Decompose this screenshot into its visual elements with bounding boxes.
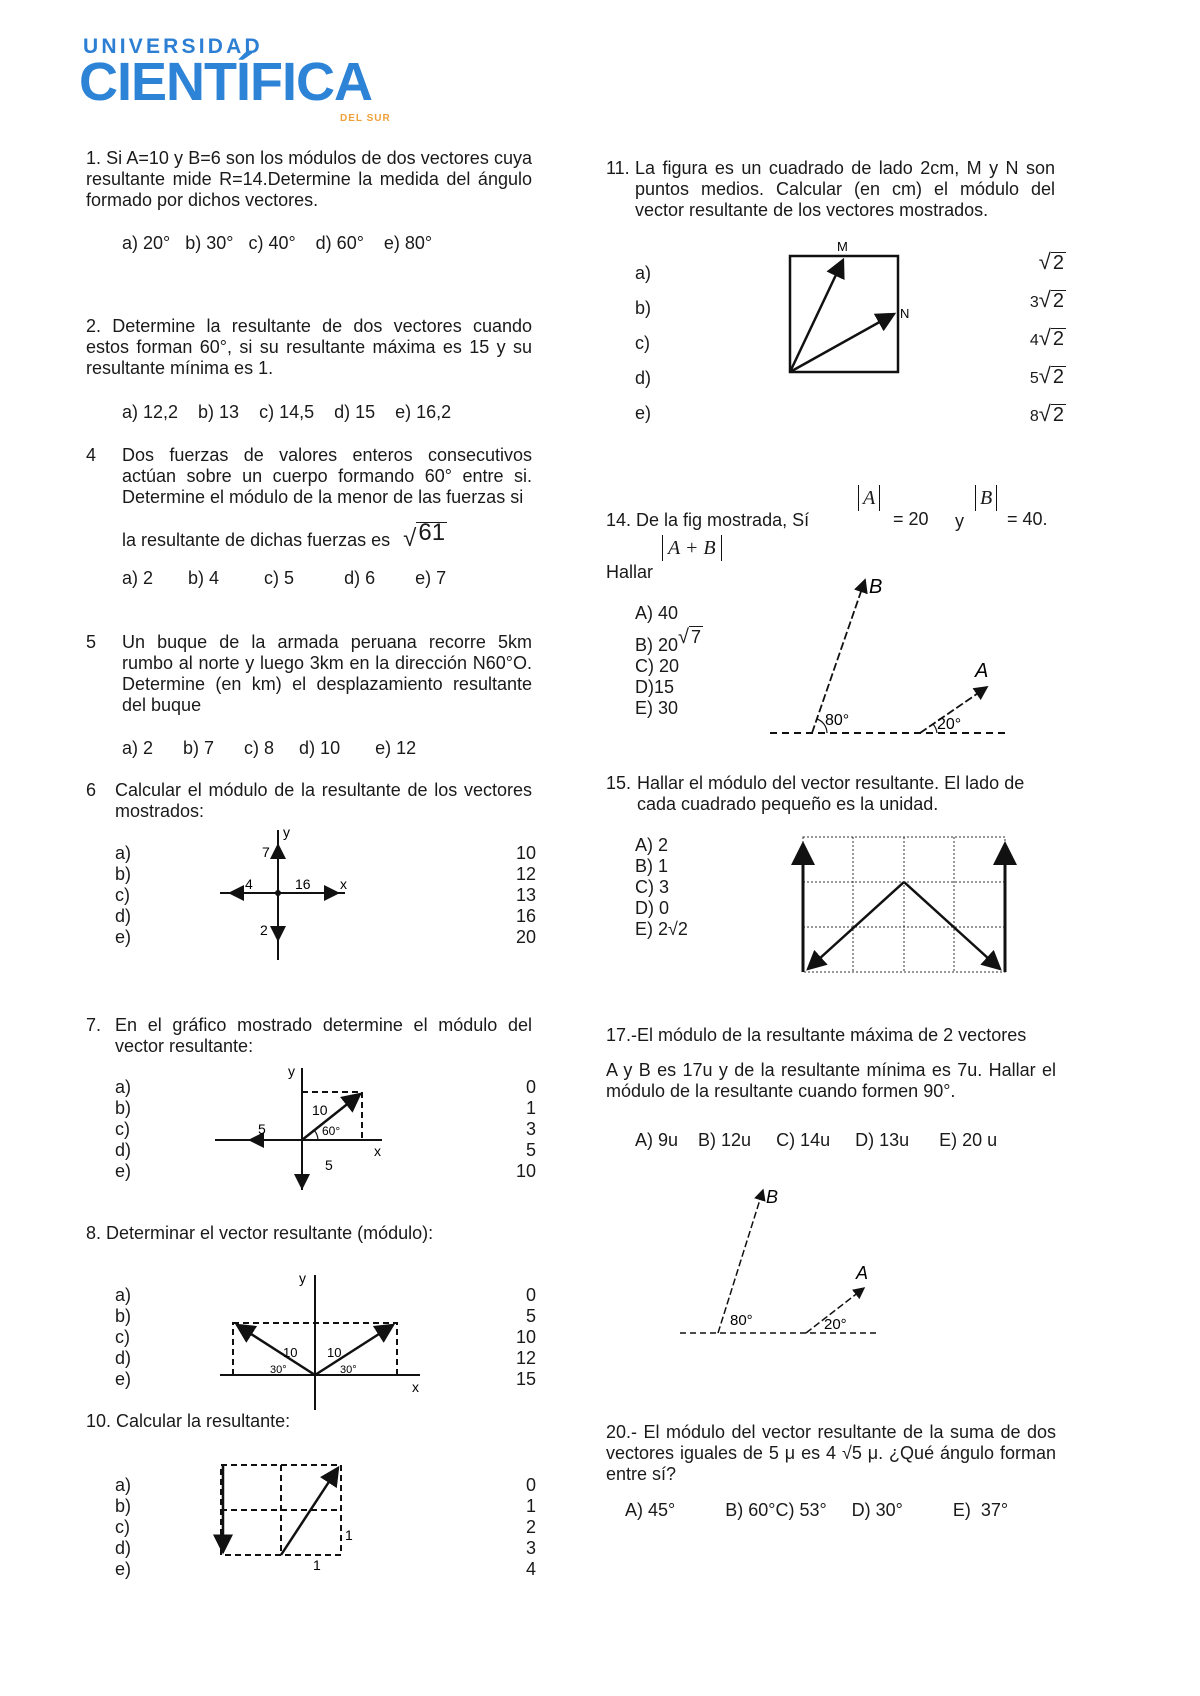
- question-14-options: [635, 603, 703, 719]
- mod-A: [858, 488, 880, 509]
- question-15: Hallar el módulo del vector resultante. El lado de cada cuadrado pequeño es la unidad.: [637, 773, 1025, 814]
- question-15-number: 15.: [606, 773, 632, 793]
- question-8: 8. Determinar el vector resultante (módulo):: [86, 1223, 434, 1243]
- label-20: 20°: [824, 1316, 847, 1333]
- option-value: 10: [515, 1161, 536, 1181]
- option-letter: d): [115, 906, 132, 926]
- option-letter: e): [115, 1559, 132, 1579]
- figure-q17: [678, 1185, 888, 1340]
- option-letter: b): [115, 1306, 132, 1326]
- logo-top-text: UNIVERSIDAD: [83, 35, 263, 58]
- question-4: Dos fuerzas de valores enteros consecutivos actúan sobre un cuerpo formando 60° entre si. Determine el módulo de la menor de las fuerzas si: [122, 445, 532, 507]
- label-30-right: 30°: [340, 1364, 357, 1376]
- question-5-options: a) 2 b) 7 c) 8 d) 10 e) 12: [122, 738, 417, 758]
- option-value: 2: [525, 1517, 536, 1537]
- label-x: x: [340, 876, 347, 892]
- option: B) 1: [635, 856, 669, 876]
- question-6-number: 6: [86, 780, 97, 800]
- angle-arc: [314, 1130, 318, 1140]
- question-8-letters: [115, 1285, 131, 1390]
- vector-down-right: [904, 882, 1000, 969]
- label-20: 20°: [937, 716, 962, 733]
- question-10: 10. Calcular la resultante:: [86, 1411, 291, 1431]
- label-B: B: [869, 576, 883, 598]
- label-N: N: [900, 306, 910, 321]
- question-4-line2: [122, 519, 447, 552]
- option: A) 2: [635, 835, 669, 855]
- question-5: Un buque de la armada peruana recorre 5km rumbo al norte y luego 3km en la dirección N60°O. Determine (en km) el desplazamiento resultante del buque: [122, 632, 532, 715]
- figure-q14: [765, 575, 1015, 740]
- logo-sub-text: DEL SUR: [340, 113, 391, 124]
- question-7-letters: [115, 1077, 131, 1182]
- option-letter: c): [115, 1517, 130, 1537]
- label-x: x: [412, 1379, 419, 1395]
- option: D)15: [635, 677, 675, 697]
- question-7-answers: [500, 1077, 536, 1182]
- label-y: y: [283, 824, 290, 840]
- option-letter: e): [115, 1161, 132, 1181]
- label-10-right: 10: [327, 1345, 342, 1360]
- question-11: La figura es un cuadrado de lado 2cm, M y N son puntos medios. Calcular (en cm) el módulo del vector resultante de los vectores mostrados.: [635, 158, 1055, 220]
- origin-dot: [275, 890, 281, 896]
- option-value: 0: [525, 1077, 536, 1097]
- label-1-right: 1: [345, 1527, 353, 1543]
- option-letter: b): [635, 298, 652, 318]
- option-letter: d): [115, 1538, 132, 1558]
- question-14-text: 14. De la fig mostrada, Sí: [606, 510, 810, 530]
- mod-A-plus-B: [662, 538, 722, 559]
- label-4: 4: [245, 876, 253, 892]
- option-value: 5: [525, 1306, 536, 1326]
- figure-q7: [210, 1060, 390, 1195]
- option: A) 40: [635, 603, 679, 623]
- option-value: 0: [525, 1475, 536, 1495]
- option-value: 4: [525, 1559, 536, 1579]
- option-letter: d): [115, 1140, 132, 1160]
- answer-4sqrt2: 4√ 2: [1029, 325, 1064, 350]
- option-value: 1: [525, 1496, 536, 1516]
- label-x: x: [374, 1143, 381, 1159]
- square: [790, 256, 898, 372]
- question-7-number: 7.: [86, 1015, 102, 1035]
- question-2: [86, 316, 532, 379]
- option-letter: d): [635, 368, 652, 388]
- question-4-options: a) 2 b) 4 c) 5 d) 6 e) 7: [122, 568, 447, 588]
- label-7: 7: [262, 844, 270, 860]
- vector-down-left: [808, 882, 904, 969]
- figure-q8: [215, 1265, 425, 1415]
- label-10: 10: [312, 1102, 328, 1118]
- label-5-left: 5: [258, 1121, 266, 1137]
- label-A: A: [975, 660, 989, 682]
- option-letter: c): [115, 885, 130, 905]
- vector-diagonal: [281, 1468, 338, 1555]
- question-1-options: a) 20° b) 30° c) 40° d) 60° e) 80°: [122, 233, 433, 253]
- hallar-label: Hallar: [606, 562, 654, 582]
- option-letter: a): [115, 1077, 132, 1097]
- option-letter: b): [115, 1098, 132, 1118]
- label-30-left: 30°: [270, 1364, 287, 1376]
- option-letter: e): [115, 927, 132, 947]
- option-value: 3: [525, 1538, 536, 1558]
- option: C) 20: [635, 656, 680, 676]
- option-value: 13: [515, 885, 536, 905]
- figure-q15: [798, 832, 1013, 977]
- answer-5sqrt2: 5√ 2: [1029, 363, 1064, 388]
- option-letter: a): [115, 843, 132, 863]
- mod-B: [975, 488, 997, 509]
- option-value: 20: [515, 927, 536, 947]
- vector-N: [790, 314, 894, 372]
- option-letter: b): [115, 864, 132, 884]
- label-10-left: 10: [283, 1345, 298, 1360]
- figure-q11: [780, 238, 920, 378]
- option-letter: a): [115, 1475, 132, 1495]
- question-10-letters: [115, 1475, 131, 1580]
- label-1-bottom: 1: [313, 1557, 321, 1573]
- label-B: B: [766, 1187, 779, 1207]
- question-7: En el gráfico mostrado determine el módulo del vector resultante:: [115, 1015, 532, 1056]
- eq-20: = 20: [893, 509, 929, 529]
- logo-main-text: CIENTÍFICA: [79, 52, 372, 112]
- eq-40: = 40.: [1007, 509, 1048, 529]
- option-value: 15: [515, 1369, 536, 1389]
- mod-B-letter: B: [975, 485, 997, 511]
- question-17-options: A) 9u B) 12u C) 14u D) 13u E) 20 u: [635, 1130, 998, 1150]
- label-5-down: 5: [325, 1157, 333, 1173]
- question-17-line1: 17.-El módulo de la resultante máxima de 2 vectores: [606, 1025, 1027, 1045]
- question-6: Calcular el módulo de la resultante de los vectores mostrados:: [115, 780, 532, 821]
- label-A: A: [856, 1263, 869, 1283]
- label-80: 80°: [730, 1312, 753, 1329]
- option: E) 30: [635, 698, 679, 718]
- question-8-answers: [500, 1285, 536, 1390]
- question-1: 1. Si A=10 y B=6 son los módulos de dos vectores cuya resultante mide R=14.Determine la medida del ángulo formado por dichos vectores.: [86, 148, 532, 210]
- option-value: 1: [525, 1098, 536, 1118]
- vector-B: [812, 580, 865, 733]
- option-letter: a): [635, 263, 652, 283]
- option-letter: d): [115, 1348, 132, 1368]
- option-value: 5: [525, 1140, 536, 1160]
- label-60: 60°: [322, 1124, 341, 1138]
- answer-8sqrt2: 8√ 2: [1029, 401, 1064, 426]
- figure-q6: [210, 825, 360, 965]
- sum-expression: A + B: [662, 535, 722, 561]
- question-4-number: 4: [86, 445, 97, 465]
- label-y: y: [288, 1063, 295, 1079]
- option-value: 3: [525, 1119, 536, 1139]
- option-letter: b): [115, 1496, 132, 1516]
- grid: [803, 837, 1005, 972]
- question-20-options: A) 45° B) 60°C) 53° D) 30° E) 37°: [625, 1500, 1009, 1520]
- option-letter: e): [635, 403, 652, 423]
- question-17-line2: A y B es 17u y de la resultante mínima es 7u. Hallar el módulo de la resultante cuando formen 90°.: [606, 1060, 1056, 1101]
- label-M: M: [837, 239, 848, 254]
- question-2-options: a) 12,2 b) 13 c) 14,5 d) 15 e) 16,2: [122, 402, 452, 422]
- option-value: 0: [525, 1285, 536, 1305]
- figure-q10: [215, 1460, 365, 1573]
- option-letter: c): [635, 333, 650, 353]
- question-6-letters: [115, 843, 131, 948]
- option: D) 0: [635, 898, 670, 918]
- question-4-text2: la resultante de dichas fuerzas es: [122, 530, 391, 550]
- option-letter: c): [115, 1119, 130, 1139]
- vector-M: [790, 260, 843, 372]
- option-letter: a): [115, 1285, 132, 1305]
- option: E) 2√2: [635, 919, 688, 939]
- label-y: y: [299, 1270, 306, 1286]
- question-11-letters: [635, 256, 651, 431]
- label-16: 16: [295, 876, 311, 892]
- question-2-text: 2. Determine la resultante de dos vectores cuando estos forman 60°, si su resultante máxima es 15 y su resultante mínima es 1.: [86, 316, 532, 378]
- question-6-answers: [500, 843, 536, 948]
- sqrt-61-value: 61: [418, 519, 446, 546]
- option-value: 10: [515, 1327, 536, 1347]
- question-10-answers: [500, 1475, 536, 1580]
- option: C) 3: [635, 877, 670, 897]
- sqrt-61: √61: [403, 519, 446, 552]
- option-value: 10: [515, 843, 536, 863]
- mod-A-letter: A: [858, 485, 880, 511]
- label-80: 80°: [825, 712, 850, 729]
- option-letter: c): [115, 1327, 130, 1347]
- question-11-number: 11.: [606, 158, 630, 178]
- label-2: 2: [260, 922, 268, 938]
- option-value: 12: [515, 864, 536, 884]
- question-11-answers: [1010, 244, 1066, 434]
- answer-3sqrt2: 3√ 2: [1029, 287, 1064, 312]
- word-y: y: [955, 511, 964, 531]
- option-letter: e): [115, 1369, 132, 1389]
- question-20: 20.- El módulo del vector resultante de la suma de dos vectores iguales de 5 μ es 4 √5 μ. ¿Qué ángulo forman entre sí?: [606, 1422, 1056, 1484]
- option-value: 16: [515, 906, 536, 926]
- option-value: 12: [515, 1348, 536, 1368]
- question-15-options: [635, 835, 688, 940]
- question-5-number: 5: [86, 632, 97, 652]
- option-b: B) 20√ 7: [635, 626, 702, 655]
- answer-sqrt2: √ 2: [1038, 249, 1064, 274]
